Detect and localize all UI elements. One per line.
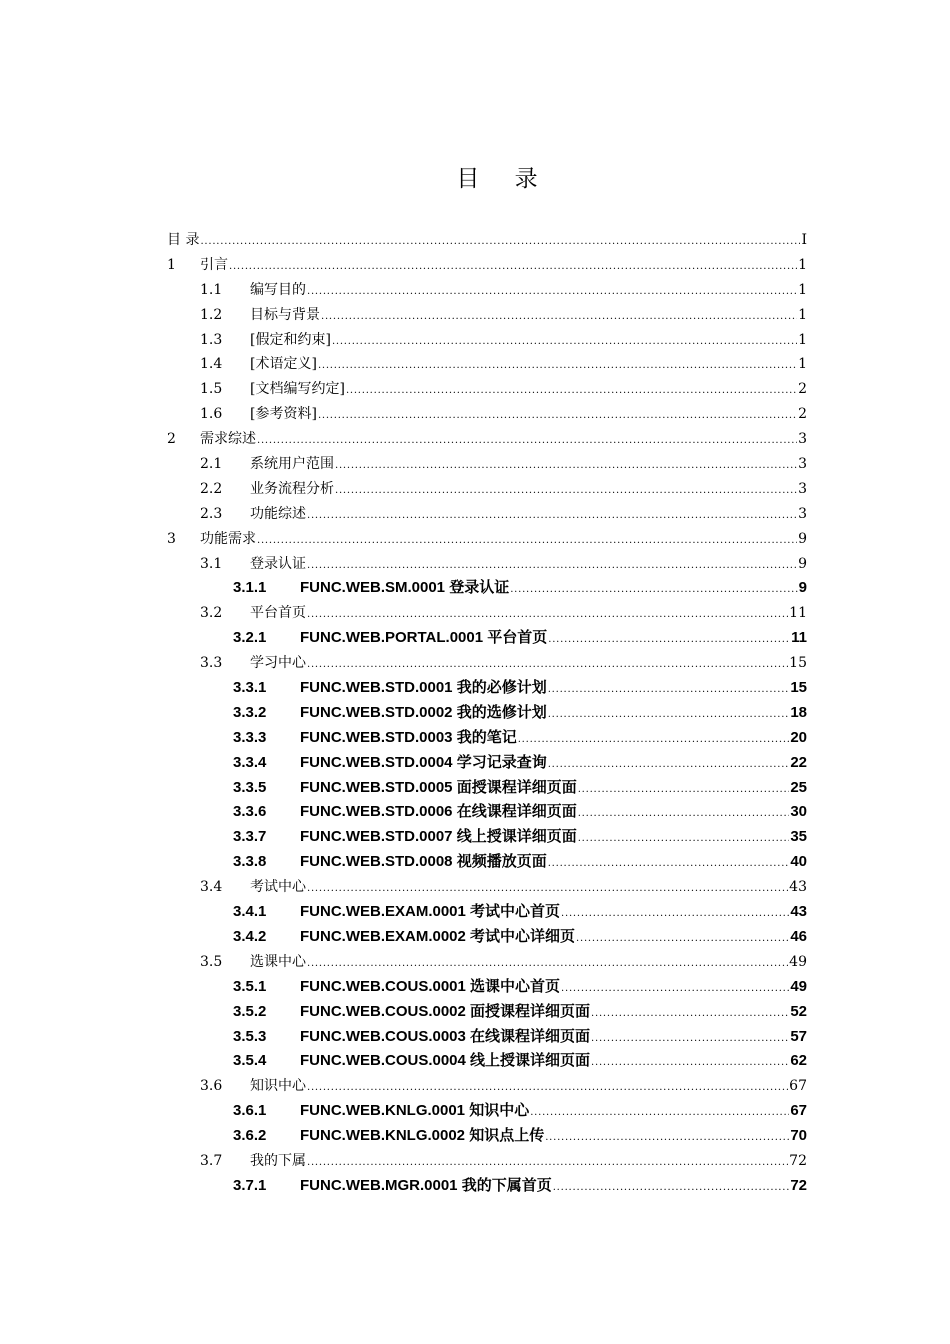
toc-entry-number: 3.5.4 (233, 1052, 267, 1070)
toc-entry-label: 需求综述 (200, 431, 256, 448)
toc-entry-page: 9 (798, 530, 807, 547)
toc-entry[interactable] (167, 676, 807, 701)
toc-entry[interactable] (167, 328, 807, 353)
toc-dot-leader (346, 379, 797, 404)
toc-entry[interactable] (167, 502, 807, 527)
toc-entry-page: 70 (790, 1127, 807, 1145)
toc-entry-number: 3.6.2 (233, 1127, 267, 1145)
toc-entry-page: 1 (798, 256, 807, 273)
toc-entry-number: 3.6.1 (233, 1102, 267, 1120)
toc-entry[interactable] (167, 651, 807, 676)
toc-entry[interactable] (167, 527, 807, 552)
toc-dot-leader (257, 429, 797, 454)
toc-dot-leader (561, 902, 789, 927)
toc-dot-leader (307, 1076, 788, 1101)
toc-entry[interactable] (167, 278, 807, 303)
toc-entry-label: FUNC.WEB.COUS.0001 选课中心首页 (300, 977, 561, 995)
toc-dot-leader (307, 603, 788, 628)
toc-entry-page: 49 (790, 977, 807, 995)
toc-dot-leader (321, 305, 797, 330)
toc-entry-page: 43 (789, 879, 807, 896)
toc-dot-leader (548, 703, 790, 728)
toc-dot-leader (578, 802, 790, 827)
toc-dot-leader (548, 628, 790, 653)
toc-entry-page: 1 (798, 281, 807, 298)
toc-entry-number: 2 (167, 431, 176, 448)
toc-entry-page: 46 (790, 927, 807, 945)
toc-entry-page: 22 (790, 753, 807, 771)
page-title: 目 录 (456, 166, 552, 192)
toc-entry-page: 67 (789, 1078, 807, 1095)
toc-entry-label: [参考资料] (250, 406, 317, 423)
toc-entry-label: FUNC.WEB.STD.0004 学习记录查询 (300, 753, 547, 771)
toc-entry-page: 72 (789, 1152, 807, 1169)
toc-entry-page: 30 (790, 803, 807, 821)
toc-dot-leader (307, 952, 788, 977)
toc-entry-number: 1.6 (200, 406, 223, 423)
toc-entry-label: 业务流程分析 (250, 480, 334, 497)
toc-entry[interactable] (167, 800, 807, 825)
toc-dot-leader (548, 678, 790, 703)
toc-entry-label: 选课中心 (250, 953, 306, 970)
toc-entry-number: 1.1 (200, 281, 223, 298)
toc-entry-number: 3.3.4 (233, 753, 267, 771)
toc-entry-label: 系统用户范围 (250, 456, 334, 473)
toc-entry[interactable] (167, 1000, 807, 1025)
toc-entry[interactable] (167, 875, 807, 900)
toc-entry-page: 1 (798, 331, 807, 348)
toc-dot-leader (318, 354, 797, 379)
toc-entry-page: 3 (798, 431, 807, 448)
toc-entry-number: 3.3.8 (233, 853, 267, 871)
toc-entry[interactable] (167, 253, 807, 278)
toc-entry-label: FUNC.WEB.STD.0008 视频播放页面 (300, 853, 547, 871)
toc-entry-number: 1 (167, 256, 176, 273)
toc-entry-label: 目 录 (167, 232, 200, 248)
toc-dot-leader (257, 529, 797, 554)
toc-entry[interactable] (167, 975, 807, 1000)
toc-entry-label: [假定和约束] (250, 331, 331, 348)
toc-entry-number: 3.3.2 (233, 703, 267, 721)
toc-entry[interactable] (167, 552, 807, 577)
toc-entry[interactable] (167, 601, 807, 626)
toc-entry[interactable] (167, 726, 807, 751)
toc-entry-label: 学习中心 (250, 655, 306, 672)
toc-dot-leader (553, 1176, 790, 1201)
toc-entry-label: FUNC.WEB.EXAM.0001 考试中心首页 (300, 903, 561, 921)
toc-entry-number: 2.2 (200, 480, 223, 497)
toc-entry-number: 3.5.1 (233, 977, 267, 995)
toc-entry-page: 15 (790, 679, 807, 697)
toc-dot-leader (332, 330, 797, 355)
toc-entry[interactable] (167, 1025, 807, 1050)
toc-entry-label: 目标与背景 (250, 306, 320, 323)
toc-dot-leader (307, 554, 797, 579)
toc-entry-number: 3.1 (200, 555, 223, 572)
toc-entry-number: 1.4 (200, 356, 223, 373)
toc-entry-number: 3.4.1 (233, 903, 267, 921)
toc-dot-leader (518, 728, 790, 753)
toc-entry-number: 3.2.1 (233, 629, 267, 647)
toc-dot-leader (548, 753, 790, 778)
toc-dot-leader (200, 230, 800, 255)
toc-entry-page: 1 (798, 356, 807, 373)
toc-entry[interactable] (167, 626, 807, 651)
toc-entry-label: 功能综述 (250, 505, 306, 522)
toc-entry[interactable] (167, 701, 807, 726)
toc-entry[interactable] (167, 303, 807, 328)
toc-entry-page: 11 (791, 629, 807, 647)
toc-entry-page: 3 (798, 480, 807, 497)
toc-entry-number: 3.3.6 (233, 803, 267, 821)
toc-entry-label: 知识中心 (250, 1078, 306, 1095)
toc-dot-leader (578, 827, 790, 852)
toc-entry-label: 我的下属 (250, 1152, 306, 1169)
toc-entry-number: 3.5.2 (233, 1002, 267, 1020)
toc-dot-leader (548, 852, 790, 877)
toc-entry-page: 1 (798, 306, 807, 323)
toc-entry-number: 3.6 (200, 1078, 223, 1095)
toc-entry[interactable] (167, 228, 807, 253)
toc-entry[interactable] (167, 1099, 807, 1124)
toc-entry-number: 3.3.5 (233, 778, 267, 796)
toc-entry-label: FUNC.WEB.PORTAL.0001 平台首页 (300, 629, 548, 647)
toc-dot-leader (591, 1002, 789, 1027)
toc-dot-leader (578, 778, 790, 803)
toc-entry[interactable] (167, 751, 807, 776)
toc-dot-leader (307, 877, 788, 902)
toc-entry[interactable] (167, 377, 807, 402)
toc-entry[interactable] (167, 950, 807, 975)
toc-entry-page: 40 (790, 853, 807, 871)
toc-entry-page: 62 (790, 1052, 807, 1070)
toc-entry[interactable] (167, 1174, 807, 1199)
toc-entry-label: [术语定义] (250, 356, 317, 373)
toc-entry-number: 1.5 (200, 381, 223, 398)
toc-entry-number: 1.2 (200, 306, 223, 323)
toc-dot-leader (229, 255, 797, 280)
toc-entry-page: 67 (790, 1102, 807, 1120)
toc-entry-label: FUNC.WEB.COUS.0003 在线课程详细页面 (300, 1027, 591, 1045)
toc-entry-label: FUNC.WEB.KNLG.0001 知识中心 (300, 1102, 530, 1120)
toc-entry-label: 编写目的 (250, 281, 306, 298)
toc-entry-number: 3.3.3 (233, 728, 267, 746)
toc-dot-leader (335, 479, 797, 504)
toc-entry-page: 11 (789, 605, 807, 622)
toc-entry-label: FUNC.WEB.EXAM.0002 考试中心详细页 (300, 927, 576, 945)
toc-dot-leader (530, 1101, 789, 1126)
toc-entry-number: 2.3 (200, 505, 223, 522)
toc-dot-leader (335, 454, 797, 479)
toc-entry-number: 3.7.1 (233, 1176, 267, 1194)
toc-entry-number: 3.4.2 (233, 927, 267, 945)
toc-entry-label: FUNC.WEB.STD.0003 我的笔记 (300, 728, 517, 746)
toc-entry-number: 1.3 (200, 331, 223, 348)
toc-entry[interactable] (167, 776, 807, 801)
toc-entry[interactable] (167, 352, 807, 377)
toc-entry-page: 52 (790, 1002, 807, 1020)
toc-dot-leader (591, 1027, 789, 1052)
toc-entry-number: 3.7 (200, 1152, 223, 1169)
toc-dot-leader (307, 280, 797, 305)
toc-entry[interactable] (167, 850, 807, 875)
toc-entry[interactable] (167, 825, 807, 850)
toc-entry-label: FUNC.WEB.STD.0005 面授课程详细页面 (300, 778, 577, 796)
toc-dot-leader (576, 927, 789, 952)
toc-entry-page: 57 (790, 1027, 807, 1045)
toc-entry[interactable] (167, 402, 807, 427)
toc-entry-page: 2 (798, 406, 807, 423)
toc-entry-label: 引言 (200, 256, 228, 273)
toc-dot-leader (307, 653, 788, 678)
toc-entry-label: FUNC.WEB.STD.0002 我的选修计划 (300, 703, 547, 721)
toc-entry-page: 3 (798, 505, 807, 522)
table-of-contents (167, 228, 807, 1199)
toc-entry-number: 3.2 (200, 605, 223, 622)
toc-entry[interactable] (167, 427, 807, 452)
toc-entry-label: FUNC.WEB.SM.0001 登录认证 (300, 579, 510, 597)
toc-entry[interactable] (167, 1049, 807, 1074)
toc-entry-number: 3.5 (200, 953, 223, 970)
toc-entry-number: 2.1 (200, 456, 223, 473)
toc-entry-page: 72 (790, 1176, 807, 1194)
toc-entry-label: FUNC.WEB.COUS.0002 面授课程详细页面 (300, 1002, 591, 1020)
toc-entry-label: 登录认证 (250, 555, 306, 572)
toc-entry-number: 3.3.7 (233, 828, 267, 846)
toc-dot-leader (561, 977, 789, 1002)
toc-entry-page: 3 (798, 456, 807, 473)
toc-entry-page: 9 (798, 579, 807, 597)
toc-entry-label: FUNC.WEB.STD.0001 我的必修计划 (300, 679, 547, 697)
toc-entry-label: FUNC.WEB.STD.0006 在线课程详细页面 (300, 803, 577, 821)
toc-entry-label: FUNC.WEB.MGR.0001 我的下属首页 (300, 1176, 552, 1194)
toc-entry[interactable] (167, 452, 807, 477)
toc-dot-leader (510, 578, 797, 603)
toc-entry[interactable] (167, 900, 807, 925)
toc-entry[interactable] (167, 925, 807, 950)
toc-entry-label: 考试中心 (250, 879, 306, 896)
toc-entry-number: 3.3.1 (233, 679, 267, 697)
toc-entry-number: 3 (167, 530, 176, 547)
toc-entry-label: FUNC.WEB.STD.0007 线上授课详细页面 (300, 828, 577, 846)
toc-entry-number: 3.1.1 (233, 579, 267, 597)
toc-entry-label: 平台首页 (250, 605, 306, 622)
toc-entry-page: 15 (789, 655, 807, 672)
toc-entry-label: FUNC.WEB.KNLG.0002 知识点上传 (300, 1127, 545, 1145)
toc-dot-leader (307, 504, 797, 529)
toc-entry-label: [文档编写约定] (250, 381, 345, 398)
toc-entry-page: 20 (790, 728, 807, 746)
toc-entry-page: 49 (789, 953, 807, 970)
toc-entry-page: 43 (790, 903, 807, 921)
toc-dot-leader (545, 1126, 789, 1151)
toc-entry-page: 2 (798, 381, 807, 398)
toc-dot-leader (307, 1151, 788, 1176)
toc-entry-label: 功能需求 (200, 530, 256, 547)
toc-entry-page: 9 (798, 555, 807, 572)
toc-entry-number: 3.4 (200, 879, 223, 896)
toc-dot-leader (318, 404, 797, 429)
toc-entry[interactable] (167, 1149, 807, 1174)
toc-entry-page: I (801, 232, 807, 248)
toc-dot-leader (591, 1051, 789, 1076)
toc-entry[interactable] (167, 1074, 807, 1099)
toc-entry-page: 25 (790, 778, 807, 796)
toc-entry[interactable] (167, 477, 807, 502)
toc-entry-page: 18 (790, 703, 807, 721)
toc-entry[interactable] (167, 1124, 807, 1149)
toc-entry-number: 3.3 (200, 655, 223, 672)
toc-entry-label: FUNC.WEB.COUS.0004 线上授课详细页面 (300, 1052, 591, 1070)
toc-entry[interactable] (167, 576, 807, 601)
toc-entry-number: 3.5.3 (233, 1027, 267, 1045)
toc-entry-page: 35 (790, 828, 807, 846)
